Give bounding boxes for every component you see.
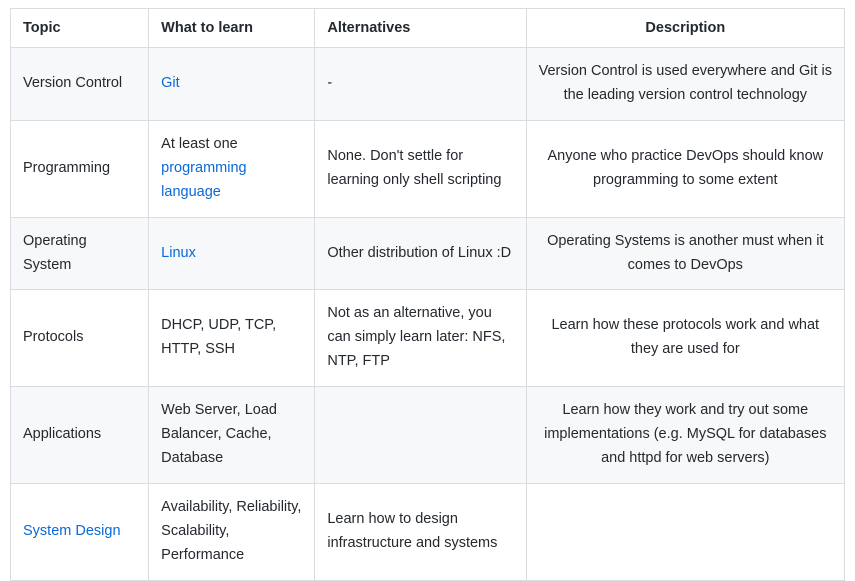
topic-text: Operating System xyxy=(23,232,87,273)
cell-description: Operating Systems is another must when it comes to DevOps xyxy=(526,217,844,290)
cell-what-to-learn xyxy=(149,48,315,121)
topic-text: Applications xyxy=(23,426,102,443)
cell-topic xyxy=(11,48,149,121)
what-to-learn-link-git[interactable]: Git xyxy=(161,74,180,91)
table-row xyxy=(11,290,845,387)
cell-what-to-learn xyxy=(149,217,315,290)
cell-alternatives xyxy=(315,387,526,484)
cell-alternatives: None. Don't settle for learning only shell scripting xyxy=(315,120,526,217)
topic-text: Version Control xyxy=(23,74,123,91)
cell-description: Learn how they work and try out some implementations (e.g. MySQL for databases and httpd for web servers) xyxy=(526,387,844,484)
what-to-learn-link-programming-language[interactable]: programming language xyxy=(161,159,247,200)
cell-topic xyxy=(11,387,149,484)
column-header-description: Description xyxy=(526,9,844,48)
cell-description: Learn how these protocols work and what they are used for xyxy=(526,290,844,387)
cell-alternatives: Learn how to design infrastructure and systems xyxy=(315,483,526,580)
table-header-row xyxy=(11,9,845,48)
cell-what-to-learn xyxy=(149,120,315,217)
cell-description: Version Control is used everywhere and Git is the leading version control technology xyxy=(526,48,844,121)
cell-what-to-learn xyxy=(149,290,315,387)
topic-link-system-design[interactable]: System Design xyxy=(23,522,121,539)
learning-table xyxy=(10,8,845,581)
cell-topic xyxy=(11,120,149,217)
table-row xyxy=(11,217,845,290)
table-row xyxy=(11,387,845,484)
cell-alternatives: Other distribution of Linux :D xyxy=(315,217,526,290)
table-row xyxy=(11,48,845,121)
cell-topic xyxy=(11,217,149,290)
table-header xyxy=(11,9,845,48)
what-prefix-text: Web Server, Load Balancer, Cache, Database xyxy=(161,402,277,467)
cell-alternatives: Not as an alternative, you can simply learn later: NFS, NTP, FTP xyxy=(315,290,526,387)
what-prefix-text: Availability, Reliability, Scalability, Performance xyxy=(161,498,302,563)
table-body xyxy=(11,48,845,581)
cell-topic xyxy=(11,290,149,387)
cell-alternatives: - xyxy=(315,48,526,121)
table-row xyxy=(11,120,845,217)
topic-text: Protocols xyxy=(23,329,84,346)
what-to-learn-link-linux[interactable]: Linux xyxy=(161,244,196,261)
column-header-topic: Topic xyxy=(11,9,149,48)
column-header-what-to-learn: What to learn xyxy=(149,9,315,48)
what-prefix-text: At least one xyxy=(161,135,238,152)
what-prefix-text: DHCP, UDP, TCP, HTTP, SSH xyxy=(161,317,277,358)
column-header-alternatives: Alternatives xyxy=(315,9,526,48)
topic-text: Programming xyxy=(23,159,111,176)
cell-description: Anyone who practice DevOps should know programming to some extent xyxy=(526,120,844,217)
cell-what-to-learn xyxy=(149,387,315,484)
